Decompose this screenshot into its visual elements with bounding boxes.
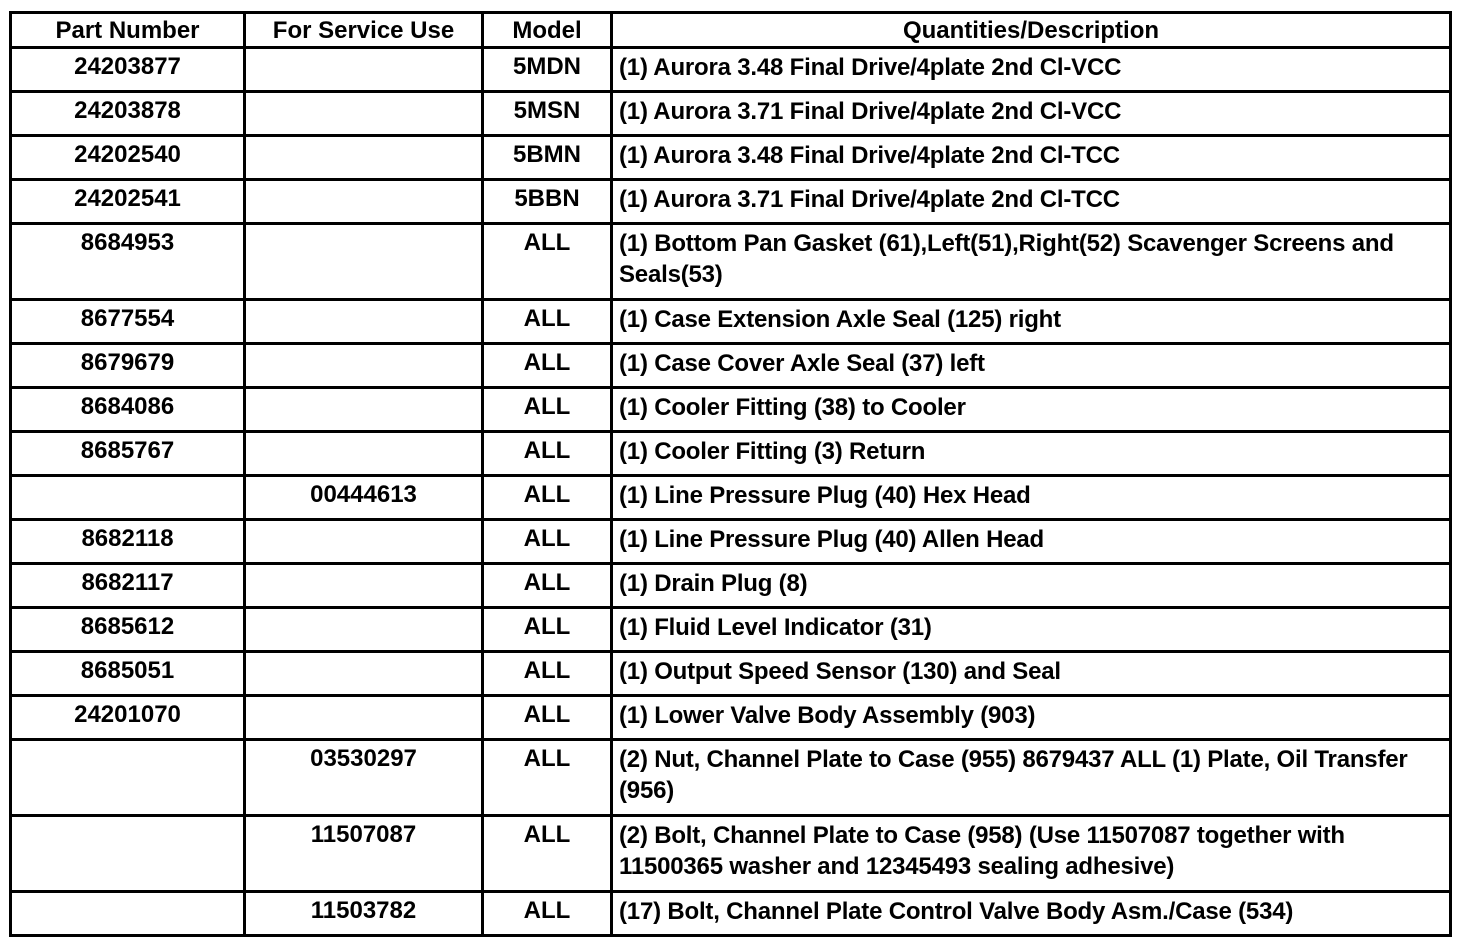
part-number-cell: 8684953 xyxy=(11,224,245,300)
part-number-cell xyxy=(11,892,245,936)
table-row xyxy=(11,344,1451,388)
model-cell: ALL xyxy=(483,300,612,344)
part-number-cell xyxy=(11,476,245,520)
model-cell: ALL xyxy=(483,740,612,816)
service-use-cell xyxy=(245,520,483,564)
table-row xyxy=(11,520,1451,564)
description-cell: (2) Bolt, Channel Plate to Case (958) (Use 11507087 together with 11500365 washer and 12345493 sealing adhesive) xyxy=(612,816,1451,892)
description-cell: (1) Bottom Pan Gasket (61),Left(51),Right(52) Scavenger Screens and Seals(53) xyxy=(612,224,1451,300)
model-cell: 5MSN xyxy=(483,92,612,136)
service-use-cell xyxy=(245,48,483,92)
model-cell: ALL xyxy=(483,224,612,300)
service-use-cell xyxy=(245,432,483,476)
part-number-cell: 24202541 xyxy=(11,180,245,224)
service-use-cell xyxy=(245,564,483,608)
description-cell: (1) Line Pressure Plug (40) Hex Head xyxy=(612,476,1451,520)
table-row xyxy=(11,48,1451,92)
description-cell: (1) Cooler Fitting (3) Return xyxy=(612,432,1451,476)
header-for-service-use: For Service Use xyxy=(245,13,483,48)
service-use-cell xyxy=(245,300,483,344)
part-number-cell: 8685767 xyxy=(11,432,245,476)
model-cell: ALL xyxy=(483,388,612,432)
table-row xyxy=(11,652,1451,696)
table-row xyxy=(11,180,1451,224)
table-row xyxy=(11,388,1451,432)
part-number-cell: 24201070 xyxy=(11,696,245,740)
description-cell: (1) Aurora 3.71 Final Drive/4plate 2nd Cl-TCC xyxy=(612,180,1451,224)
model-cell: 5MDN xyxy=(483,48,612,92)
service-use-cell xyxy=(245,136,483,180)
part-number-cell: 8684086 xyxy=(11,388,245,432)
service-use-cell xyxy=(245,180,483,224)
model-cell: ALL xyxy=(483,652,612,696)
description-cell: (17) Bolt, Channel Plate Control Valve Body Asm./Case (534) xyxy=(612,892,1451,936)
description-cell: (1) Output Speed Sensor (130) and Seal xyxy=(612,652,1451,696)
service-use-cell xyxy=(245,652,483,696)
service-use-cell: 03530297 xyxy=(245,740,483,816)
description-cell: (1) Aurora 3.48 Final Drive/4plate 2nd Cl-VCC xyxy=(612,48,1451,92)
description-cell: (1) Case Cover Axle Seal (37) left xyxy=(612,344,1451,388)
model-cell: ALL xyxy=(483,344,612,388)
parts-table xyxy=(9,11,1452,937)
description-cell: (1) Fluid Level Indicator (31) xyxy=(612,608,1451,652)
service-use-cell xyxy=(245,224,483,300)
model-cell: ALL xyxy=(483,564,612,608)
part-number-cell: 24203877 xyxy=(11,48,245,92)
table-row xyxy=(11,696,1451,740)
service-use-cell xyxy=(245,388,483,432)
table-row xyxy=(11,136,1451,180)
model-cell: 5BBN xyxy=(483,180,612,224)
table-row xyxy=(11,432,1451,476)
table-row xyxy=(11,740,1451,816)
part-number-cell: 8682117 xyxy=(11,564,245,608)
service-use-cell xyxy=(245,696,483,740)
part-number-cell xyxy=(11,740,245,816)
part-number-cell: 8679679 xyxy=(11,344,245,388)
service-use-cell xyxy=(245,608,483,652)
header-row xyxy=(11,13,1451,48)
table-row xyxy=(11,816,1451,892)
header-description: Quantities/Description xyxy=(612,13,1451,48)
model-cell: 5BMN xyxy=(483,136,612,180)
table-row xyxy=(11,564,1451,608)
part-number-cell: 24203878 xyxy=(11,92,245,136)
table-row xyxy=(11,224,1451,300)
model-cell: ALL xyxy=(483,520,612,564)
description-cell: (1) Aurora 3.48 Final Drive/4plate 2nd Cl-TCC xyxy=(612,136,1451,180)
description-cell: (1) Lower Valve Body Assembly (903) xyxy=(612,696,1451,740)
description-cell: (1) Cooler Fitting (38) to Cooler xyxy=(612,388,1451,432)
part-number-cell: 8682118 xyxy=(11,520,245,564)
service-use-cell: 11503782 xyxy=(245,892,483,936)
model-cell: ALL xyxy=(483,476,612,520)
part-number-cell xyxy=(11,816,245,892)
part-number-cell: 8685612 xyxy=(11,608,245,652)
model-cell: ALL xyxy=(483,816,612,892)
table-row xyxy=(11,608,1451,652)
model-cell: ALL xyxy=(483,432,612,476)
description-cell: (1) Case Extension Axle Seal (125) right xyxy=(612,300,1451,344)
service-use-cell xyxy=(245,344,483,388)
service-use-cell xyxy=(245,92,483,136)
table-row xyxy=(11,892,1451,936)
description-cell: (2) Nut, Channel Plate to Case (955) 8679437 ALL (1) Plate, Oil Transfer (956) xyxy=(612,740,1451,816)
table-row xyxy=(11,92,1451,136)
model-cell: ALL xyxy=(483,696,612,740)
description-cell: (1) Aurora 3.71 Final Drive/4plate 2nd Cl-VCC xyxy=(612,92,1451,136)
header-part-number: Part Number xyxy=(11,13,245,48)
table-row xyxy=(11,300,1451,344)
description-cell: (1) Drain Plug (8) xyxy=(612,564,1451,608)
service-use-cell: 00444613 xyxy=(245,476,483,520)
part-number-cell: 8685051 xyxy=(11,652,245,696)
model-cell: ALL xyxy=(483,892,612,936)
model-cell: ALL xyxy=(483,608,612,652)
service-use-cell: 11507087 xyxy=(245,816,483,892)
part-number-cell: 24202540 xyxy=(11,136,245,180)
header-model: Model xyxy=(483,13,612,48)
description-cell: (1) Line Pressure Plug (40) Allen Head xyxy=(612,520,1451,564)
table-row xyxy=(11,476,1451,520)
part-number-cell: 8677554 xyxy=(11,300,245,344)
